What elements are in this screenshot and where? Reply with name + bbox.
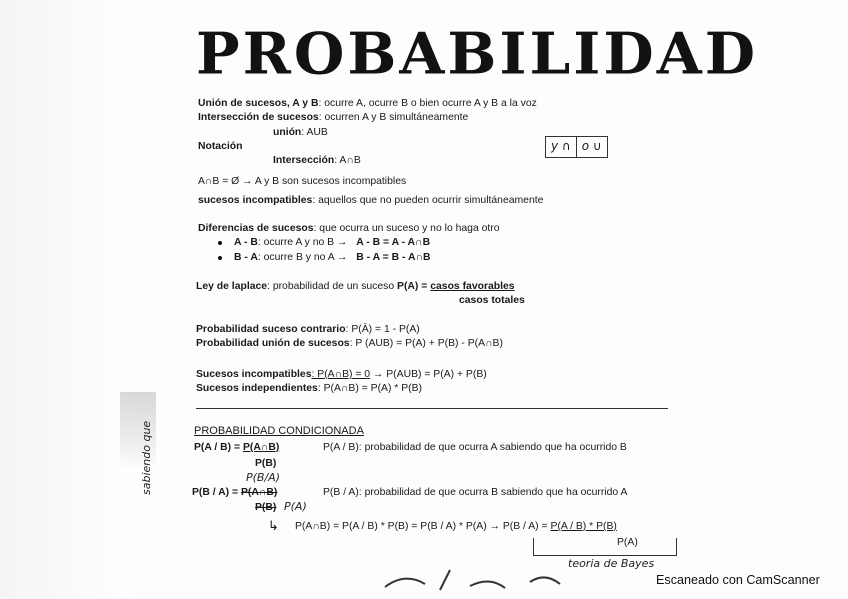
bayes-derivation (295, 520, 617, 533)
f2-lhs: P(B / A) = (192, 487, 241, 498)
f2-numerator: P(A∩B) (240, 487, 278, 498)
f2-description: P(B / A): probabilidad de que ocurra B sabiendo que ha ocurrido A (323, 487, 628, 498)
indep-prob-text: : P(A∩B) = P(A) * P(B) (317, 383, 423, 394)
contrary-probability (196, 323, 420, 336)
box-o-union: o ∪ (576, 136, 608, 158)
bayes-bracket (533, 538, 677, 556)
union-prob-text: : P (AUB) = P(A) + P(B) - P(A∩B) (349, 338, 503, 349)
notation-label: Notación (198, 141, 243, 152)
incompat-prob-text: → P(AUB) = P(A) + P(B) (370, 369, 487, 380)
differences-term: Diferencias de sucesos (198, 223, 314, 234)
union-probability (196, 337, 503, 350)
bayes-numerator: P(A / B) * P(B) (550, 521, 617, 532)
union-definition (198, 97, 537, 110)
bullet-icon (218, 256, 222, 260)
handwritten-boxes (545, 136, 608, 158)
incompatible-probability (196, 368, 487, 381)
notation-intersection (273, 154, 361, 167)
handwritten-scribble (380, 562, 580, 592)
notation-inter-value: : A∩B (334, 155, 361, 166)
box-y-intersection: y ∩ (545, 136, 576, 158)
union-prob-term: Probabilidad unión de sucesos (196, 338, 350, 349)
diff2-formula: B - A = B - A∩B (356, 252, 431, 263)
independent-probability (196, 382, 422, 395)
differences-definition (198, 222, 500, 235)
side-handwritten-note: sabiendo que (140, 420, 153, 495)
handwritten-pa: P(A) (284, 500, 307, 513)
f1-numerator: P(A∩B) (242, 442, 280, 453)
camscanner-watermark: Escaneado con CamScanner (656, 573, 820, 587)
incompatible-term: sucesos incompatibles (198, 195, 313, 206)
diff1-desc: : ocurre A y no B → (257, 237, 348, 248)
laplace-law (196, 280, 515, 293)
union-text: : ocurre A, ocurre B o bien ocurre A y B a la voz (318, 98, 537, 109)
bayes-denominator: P(A) (617, 537, 638, 548)
intersection-term: Intersección de sucesos (198, 112, 319, 123)
notation-inter-term: Intersección (273, 155, 335, 166)
arrow-down-right-icon: ↳ (268, 518, 279, 533)
bayes-line: P(A∩B) = P(A / B) * P(B) = P(B / A) * P(A) → P(B / A) = (295, 521, 551, 532)
laplace-text: : probabilidad de un suceso (267, 281, 398, 292)
notation-union-term: unión (273, 127, 302, 138)
notation-union-value: : AUB (301, 127, 328, 138)
incompat-prob-cond: : P(A∩B) = 0 (311, 369, 371, 380)
page-title: PROBABILIDAD (196, 20, 759, 88)
page-shadow (0, 0, 130, 599)
incompat-prob-term: Sucesos incompatibles (196, 369, 312, 380)
incompatible-definition (198, 194, 543, 207)
diff2-lhs: B - A (234, 252, 258, 263)
f1-lhs: P(A / B) = (194, 442, 243, 453)
f1-denominator: P(B) (255, 458, 277, 469)
incompatible-text: : aquellos que no pueden ocurrir simultáneamente (312, 195, 544, 206)
intersection-definition (198, 111, 468, 124)
handwritten-pba: P(B/A) (246, 471, 280, 484)
diff1-lhs: A - B (234, 237, 258, 248)
contrary-term: Probabilidad suceso contrario (196, 324, 346, 335)
conditional-formula-1 (194, 441, 279, 454)
difference-item-1 (234, 236, 430, 249)
conditional-formula-2 (192, 486, 277, 499)
union-term: Unión de sucesos, A y B (198, 98, 319, 109)
notation-union (273, 126, 328, 139)
contrary-text: : P(Ā) = 1 - P(A) (345, 324, 420, 335)
bayes-handwritten-note: teoria de Bayes (568, 557, 655, 570)
section-divider (196, 408, 668, 409)
intersection-text: : ocurren A y B simultáneamente (318, 112, 469, 123)
f2-denominator: P(B) (255, 502, 277, 513)
difference-item-2 (234, 251, 430, 264)
indep-prob-term: Sucesos independientes (196, 383, 318, 394)
diff2-desc: : ocurre B y no A → (257, 252, 348, 263)
laplace-denominator: casos totales (459, 295, 525, 306)
incompatible-line: A∩B = Ø → A y B son sucesos incompatibles (198, 176, 407, 187)
laplace-numerator: casos favorables (430, 281, 515, 292)
diff1-formula: A - B = A - A∩B (356, 237, 431, 248)
bullet-icon (218, 241, 222, 245)
laplace-pa: P(A) = (397, 281, 431, 292)
conditional-heading: PROBABILIDAD CONDICIONADA (194, 425, 364, 437)
differences-text: : que ocurra un suceso y no lo haga otro (313, 223, 500, 234)
f1-description: P(A / B): probabilidad de que ocurra A sabiendo que ha ocurrido B (323, 442, 627, 453)
laplace-term: Ley de laplace (196, 281, 268, 292)
